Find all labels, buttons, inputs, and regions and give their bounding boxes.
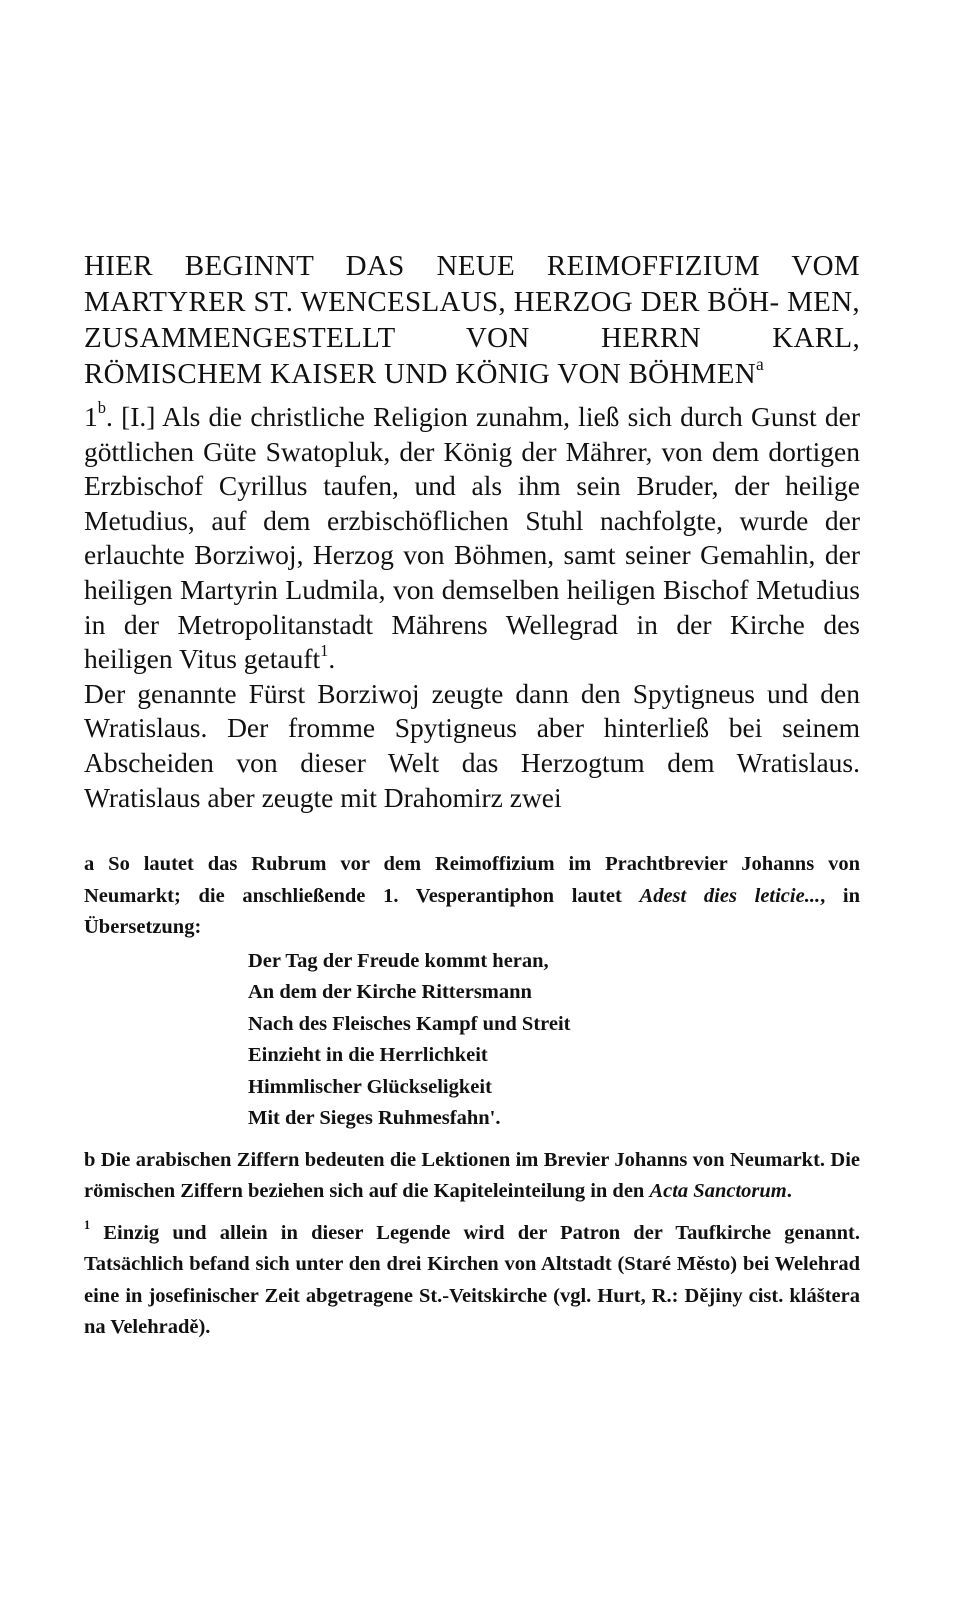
title-line-3: MEN, ZUSAMMENGESTELLT VON HERRN KARL, [84,286,860,354]
footnote-1-mark: 1 [84,1217,91,1232]
verse-line: Einzieht in die Herrlichkeit [248,1044,488,1067]
verse-line: Himmlischer Glückseligkeit [248,1075,492,1098]
footnote-1-body: Einzig und allein in dieser Legende wird der Patron der Taufkirche genannt. Tatsächlich befand sich unter den drei Kirchen von Altstadt (Staré Město) bei Welehrad eine in josefinischer Zeit abgetragene St.-Veitskirche (vgl. Hurt, R.: Dějiny cist. kláštera na Velehradě). [84,1221,860,1339]
page-title [84,248,860,392]
footnote-a-after-latin: , in Übersetzung: [84,884,860,939]
footnote-ref-1: 1 [320,640,329,660]
footnote-1-text [84,1218,860,1344]
footnote-1 [84,1218,860,1344]
title-line-1: HIER BEGINNT DAS NEUE REIMOFFIZIUM VOM [84,250,860,282]
footnote-b [84,1145,860,1208]
title-line-2: MARTYRER ST. WENCESLAUS, HERZOG DER BÖH- [84,286,780,318]
verse-line: Der Tag der Freude kommt heran, [248,949,549,972]
lesson-number: 1 [84,401,98,432]
footnote-b-text [84,1145,860,1208]
paragraph-2: Der genannte Fürst Borziwoj zeugte dann den Spytigneus und den Wratislaus. Der fromme Spytigneus aber hinterließ bei seinem Abscheiden von dieser Welt das Herzogtum dem Wratislaus. Wratislaus aber zeugte mit Drahomirz zwei [84,677,860,813]
footnote-b-end: . [786,1180,792,1203]
title-line-4-text: RÖMISCHEM KAISER UND KÖNIG VON BÖHMEN [84,358,756,390]
acta-sanctorum-title: Acta Sanctorum [649,1180,787,1203]
footnote-a-intro: a So lautet das Rubrum vor dem Reimoffizium im Prachtbrevier Johanns von Neumarkt; die anschließende 1. Vesperantiphon lautet [84,853,860,907]
footnote-a-text [84,849,860,944]
footnote-ref-b: b [97,398,106,418]
footnote-ref-a: a [755,353,764,374]
paragraph-1-text: . [I.] Als die christliche Religion zunahm, ließ sich durch Gunst der göttlichen Güte Swatopluk, der König der Mährer, von dem dortigen Erzbischof Cyrillus taufen, und als ihm sein Bruder, der heilige Metudius, auf dem erzbischöflichen Stuhl nachfolgte, wurde der erlauchte Borziwoj, Herzog von Böhmen, samt seiner Gemahlin, der heiligen Martyrin Ludmila, von demselben heiligen Bischof Metudius in der Metropolitanstadt Mährens Wellegrad in der Kirche des heiligen Vitus getauft [84,401,860,675]
main-text [84,400,860,815]
verse-line: An dem der Kirche Rittersmann [248,981,532,1004]
verse-line: Nach des Fleisches Kampf und Streit [248,1012,571,1035]
verse-line: Mit der Sieges Ruhmesfahn'. [248,1107,501,1130]
paragraph-1-end: . [328,643,336,675]
footnotes [84,849,860,1344]
document-page [84,248,860,1354]
latin-incipit: Adest dies leticie... [639,884,821,907]
title-line-4 [84,353,860,392]
footnote-b-body: b Die arabischen Ziffern bedeuten die Lektionen im Brevier Johanns von Neumarkt. Die römischen Ziffern beziehen sich auf die Kapiteleinteilung in den [84,1148,860,1203]
verse-translation [248,946,860,1135]
footnote-a [84,849,860,1135]
paragraph-1 [84,400,860,677]
